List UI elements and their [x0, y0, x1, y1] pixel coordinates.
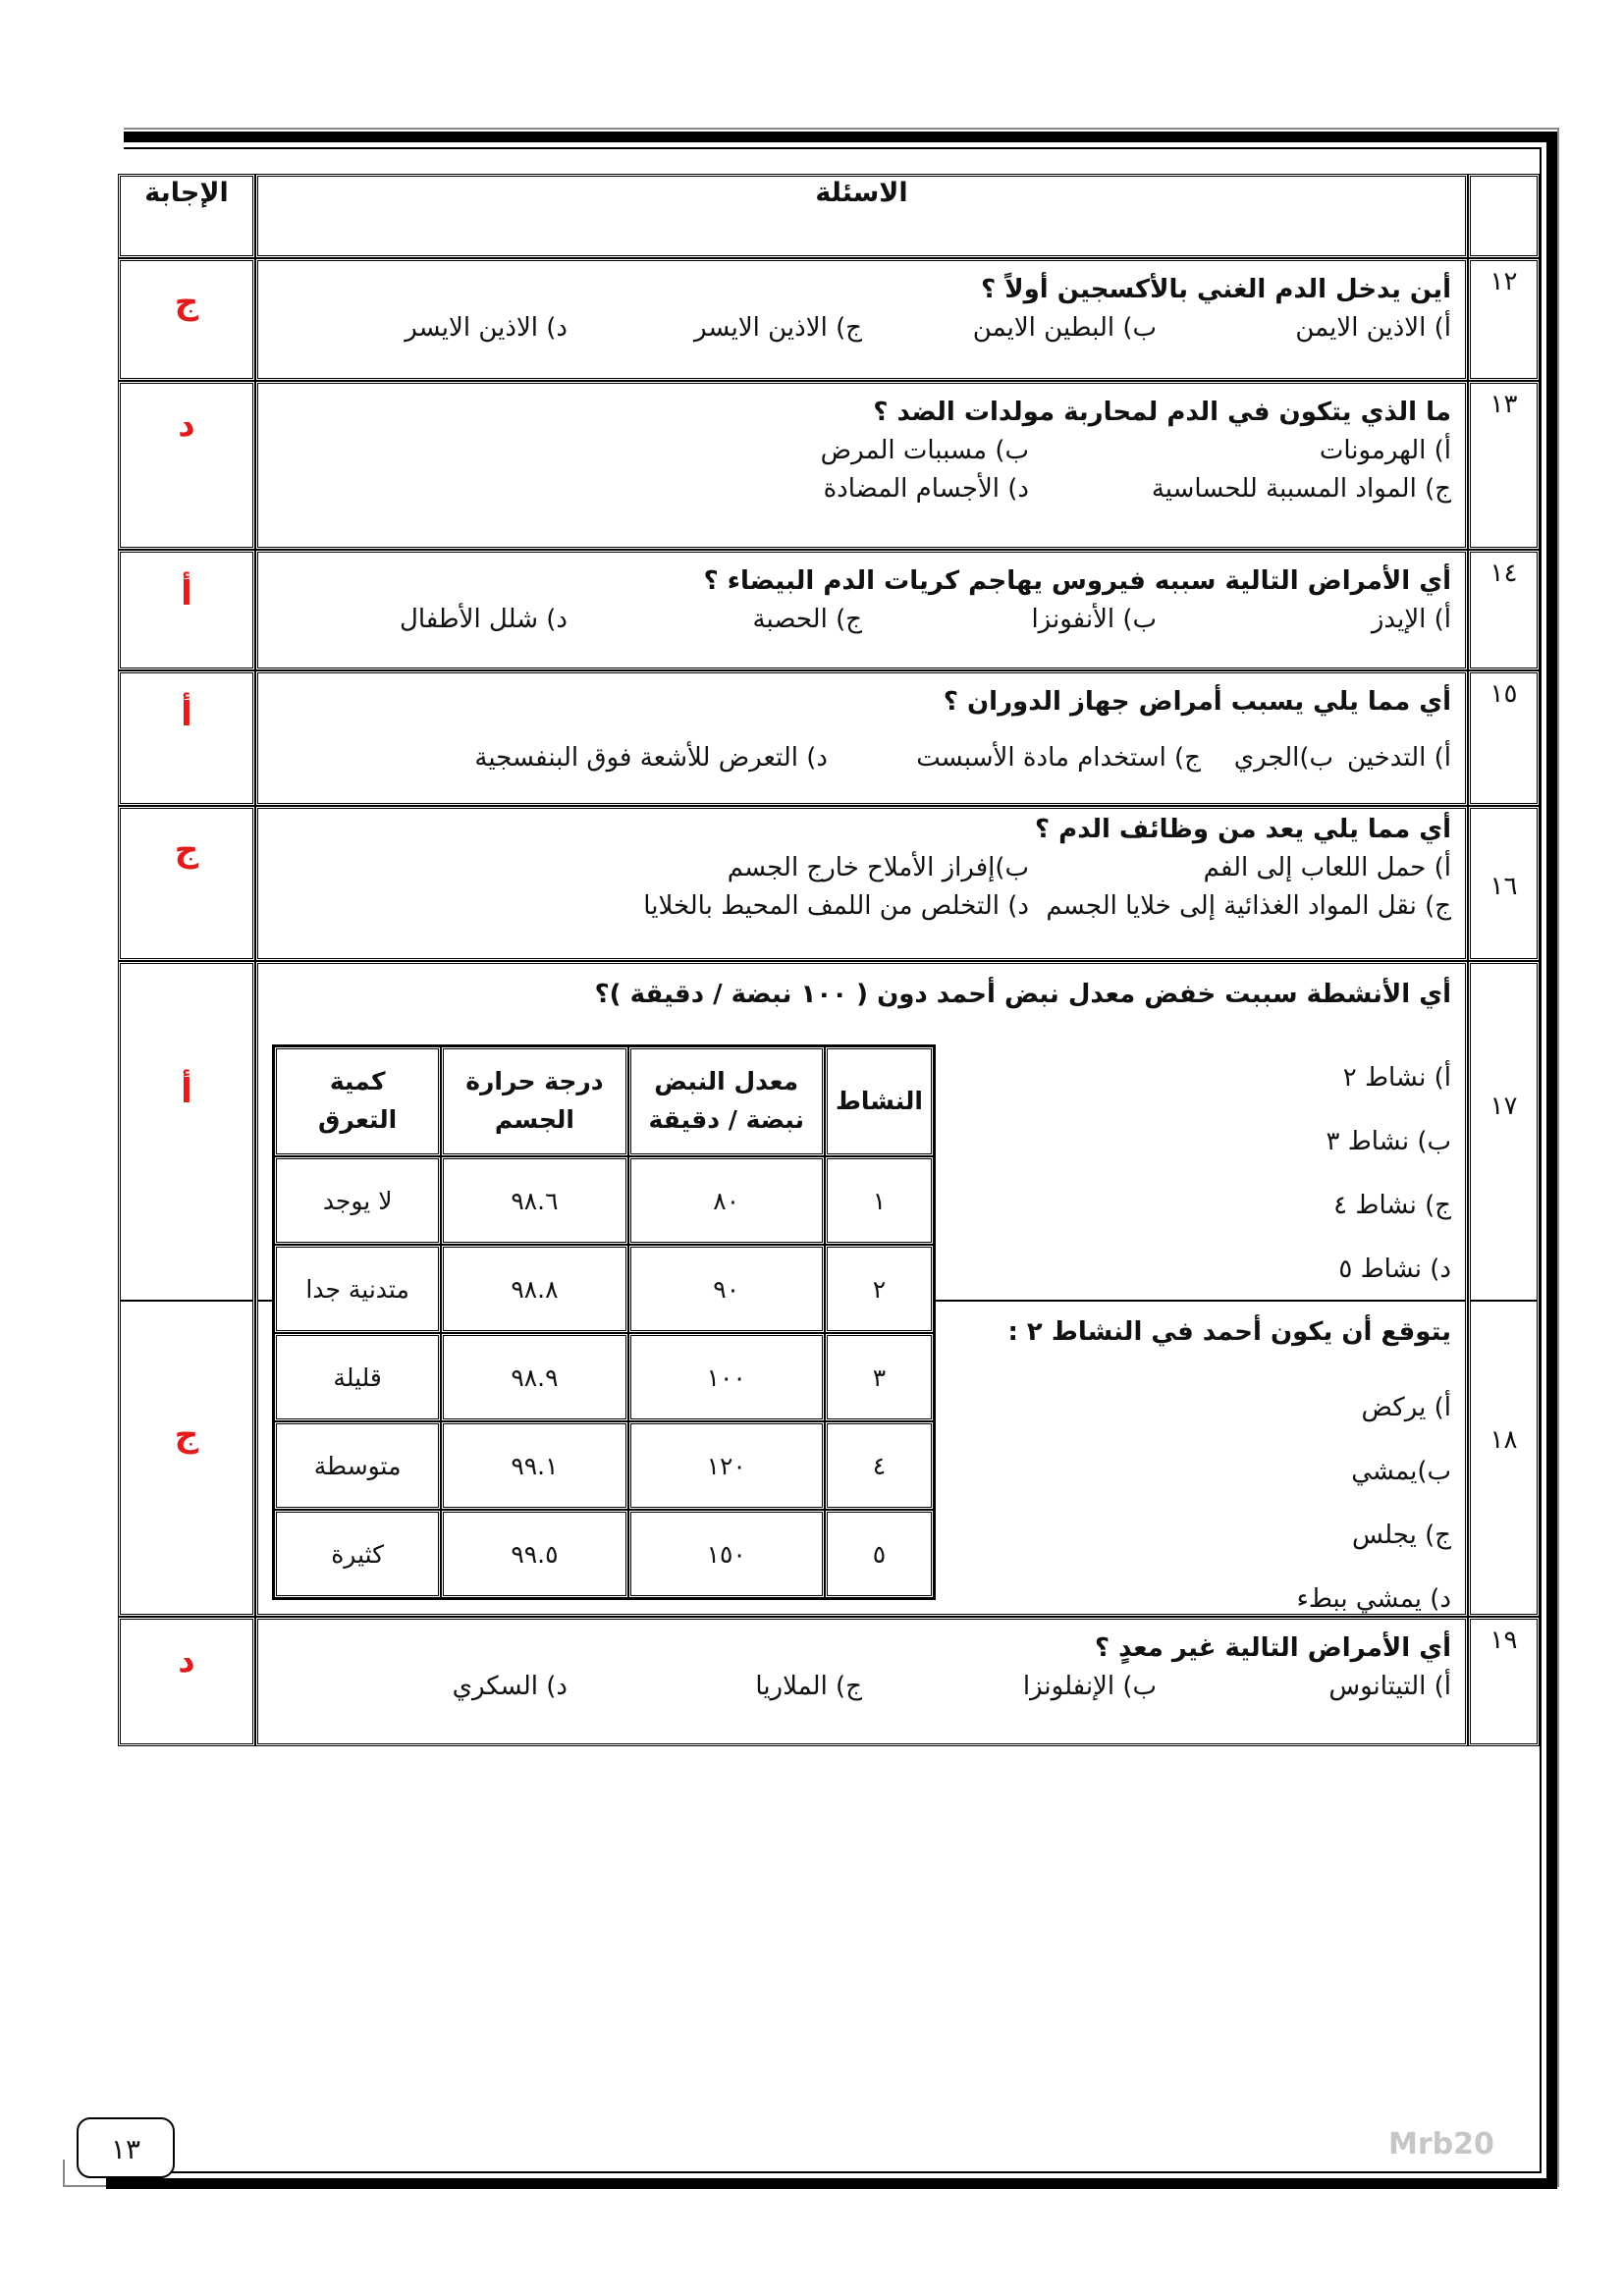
- question-text: أين يدخل الدم الغني بالأكسجين أولاً ؟: [981, 275, 1451, 304]
- options-list: [272, 432, 1451, 470]
- question-row: [118, 670, 1540, 806]
- answer-cell: د: [118, 1617, 255, 1746]
- question-number: ١٢: [1468, 258, 1540, 381]
- question-text: أي مما يلي يعد من وظائف الدم ؟: [1035, 815, 1451, 844]
- questions-table: [118, 174, 1540, 1746]
- table-cell: ١: [825, 1156, 934, 1245]
- col-header: معدل النبض نبضة / دقيقة: [628, 1046, 825, 1156]
- option: ب)إفراز الأملاح خارج الجسم: [727, 853, 1029, 882]
- question-number: ١٦: [1468, 806, 1540, 961]
- answer-cell: أ: [118, 670, 255, 806]
- question-cell: [255, 381, 1468, 550]
- activity-table-header: [274, 1046, 934, 1156]
- option: ج) نشاط ٤: [1333, 1191, 1451, 1220]
- options-list: [272, 470, 1451, 508]
- question-number-cell: [1468, 961, 1540, 1617]
- question-text: أي مما يلي يسبب أمراض جهاز الدوران ؟: [943, 687, 1451, 717]
- option: د) التخلص من اللمف المحيط بالخلايا: [643, 891, 1029, 921]
- question-text: أي الأنشطة سببت خفض معدل نبض أحمد دون ( ١٠٠ نبضة / دقيقة )؟: [594, 980, 1451, 1009]
- option: ج) نقل المواد الغذائية إلى خلايا الجسم: [1046, 891, 1451, 921]
- activity-table: [272, 1044, 936, 1600]
- question-number: ١٣: [1468, 381, 1540, 550]
- options-list: [272, 601, 1451, 639]
- option: د) يمشي ببطء: [1296, 1584, 1451, 1614]
- options-list: [272, 739, 1451, 777]
- watermark: Mrb20: [1388, 2127, 1494, 2162]
- table-cell: ٥: [825, 1510, 934, 1598]
- header-answer: الإجابة: [118, 174, 255, 258]
- answer-cell-17-18: [118, 961, 255, 1617]
- option: ب) الأنفونزا: [1031, 605, 1157, 634]
- header-questions: الاسئلة: [255, 174, 1468, 258]
- option: أ) نشاط ٢: [1342, 1063, 1451, 1093]
- question-cell: [255, 258, 1468, 381]
- option: ج) استخدام مادة الأسبست: [916, 743, 1201, 773]
- answer-cell: ج: [118, 258, 255, 381]
- answer-cell: أ: [118, 550, 255, 670]
- options-list: [272, 309, 1451, 347]
- option: د) السكري: [452, 1672, 568, 1701]
- answer-cell: ج: [118, 806, 255, 961]
- table-cell: متوسطة: [274, 1421, 441, 1510]
- answer-cell: أ: [181, 1072, 192, 1111]
- table-cell: ١٥٠: [628, 1510, 825, 1598]
- header-row: [118, 174, 1540, 258]
- question-cell: [255, 670, 1468, 806]
- option: د) نشاط ٥: [1338, 1255, 1451, 1284]
- table-row: [274, 1333, 934, 1421]
- option: د) الأجسام المضادة: [823, 474, 1029, 504]
- question-row: [118, 1617, 1540, 1746]
- table-cell: متدنية جدا: [274, 1245, 441, 1333]
- table-cell: ٩٨.٦: [441, 1156, 627, 1245]
- option: أ) يركض: [1361, 1393, 1451, 1422]
- table-cell: لا يوجد: [274, 1156, 441, 1245]
- table-cell: ٨٠: [628, 1156, 825, 1245]
- option: أ) الهرمونات: [1319, 436, 1451, 465]
- question-row-17-18: [118, 961, 1540, 1617]
- table-cell: ٩٨.٨: [441, 1245, 627, 1333]
- question-cell: [255, 1617, 1468, 1746]
- table-row: [274, 1156, 934, 1245]
- option: ج) الاذين الايسر: [694, 313, 862, 343]
- answer-cell: ج: [174, 1415, 199, 1455]
- options-list: [272, 887, 1451, 926]
- table-cell: كثيرة: [274, 1510, 441, 1598]
- question-text: ما الذي يتكون في الدم لمحاربة مولدات الضد ؟: [873, 398, 1451, 427]
- option: ج) يجلس: [1352, 1521, 1451, 1550]
- option: ج) الملاريا: [755, 1672, 862, 1701]
- question-text: أي الأمراض التالية غير معدٍ ؟: [1094, 1633, 1451, 1663]
- question-number: ١٨: [1489, 1425, 1518, 1455]
- table-row: [274, 1245, 934, 1333]
- option: أ) التدخين: [1347, 743, 1451, 773]
- option: ج) المواد المسببة للحساسية: [1151, 474, 1451, 504]
- option: أ) التيتانوس: [1328, 1672, 1451, 1701]
- question-text: أي الأمراض التالية سببه فيروس يهاجم كريات الدم البيضاء ؟: [703, 566, 1451, 596]
- table-row: [274, 1421, 934, 1510]
- question-text: يتوقع أن يكون أحمد في النشاط ٢ :: [1007, 1317, 1451, 1347]
- options-list: [1297, 1376, 1451, 1631]
- option: ب)الجري: [1233, 743, 1333, 773]
- header-number-cell: [1468, 174, 1540, 258]
- question-row: [118, 550, 1540, 670]
- table-cell: قليلة: [274, 1333, 441, 1421]
- question-row: [118, 806, 1540, 961]
- options-list: [272, 1668, 1451, 1706]
- table-cell: ٤: [825, 1421, 934, 1510]
- col-header: النشاط: [825, 1046, 934, 1156]
- question-number: ١٤: [1468, 550, 1540, 670]
- question-cell: [255, 550, 1468, 670]
- option: ب) نشاط ٣: [1326, 1127, 1451, 1156]
- option: ب) مسببات المرض: [820, 436, 1029, 465]
- option: د) شلل الأطفال: [399, 605, 568, 634]
- table-cell: ٩٨.٩: [441, 1333, 627, 1421]
- col-header: درجة حرارة الجسم: [441, 1046, 627, 1156]
- table-cell: ٩٩.٥: [441, 1510, 627, 1598]
- table-cell: ٩٠: [628, 1245, 825, 1333]
- table-cell: ٣: [825, 1333, 934, 1421]
- table-cell: ١٠٠: [628, 1333, 825, 1421]
- option: ب) الإنفلونزا: [1022, 1672, 1157, 1701]
- option: د) الاذين الايسر: [405, 313, 568, 343]
- question-number: ١٧: [1489, 1092, 1518, 1121]
- option: ب)يمشي: [1351, 1457, 1451, 1486]
- option: د) التعرض للأشعة فوق البنفسجية: [474, 743, 828, 773]
- question-cell: [255, 961, 1468, 1617]
- question-row: [118, 258, 1540, 381]
- table-row: [274, 1510, 934, 1598]
- question-row: [118, 381, 1540, 550]
- option: أ) الإيدز: [1371, 605, 1451, 634]
- page-number: ١٣: [77, 2117, 175, 2178]
- table-cell: ٢: [825, 1245, 934, 1333]
- table-cell: ١٢٠: [628, 1421, 825, 1510]
- option: أ) الاذين الايمن: [1295, 313, 1451, 343]
- col-header: كمية التعرق: [274, 1046, 441, 1156]
- question-number: ١٩: [1468, 1617, 1540, 1746]
- options-list: [1326, 1046, 1451, 1302]
- table-cell: ٩٩.١: [441, 1421, 627, 1510]
- options-list: [272, 849, 1451, 887]
- option: أ) حمل اللعاب إلى الفم: [1203, 853, 1451, 882]
- option: ج) الحصبة: [752, 605, 862, 634]
- question-cell: [255, 806, 1468, 961]
- option: ب) البطين الايمن: [972, 313, 1157, 343]
- answer-cell: د: [118, 381, 255, 550]
- question-number: ١٥: [1468, 670, 1540, 806]
